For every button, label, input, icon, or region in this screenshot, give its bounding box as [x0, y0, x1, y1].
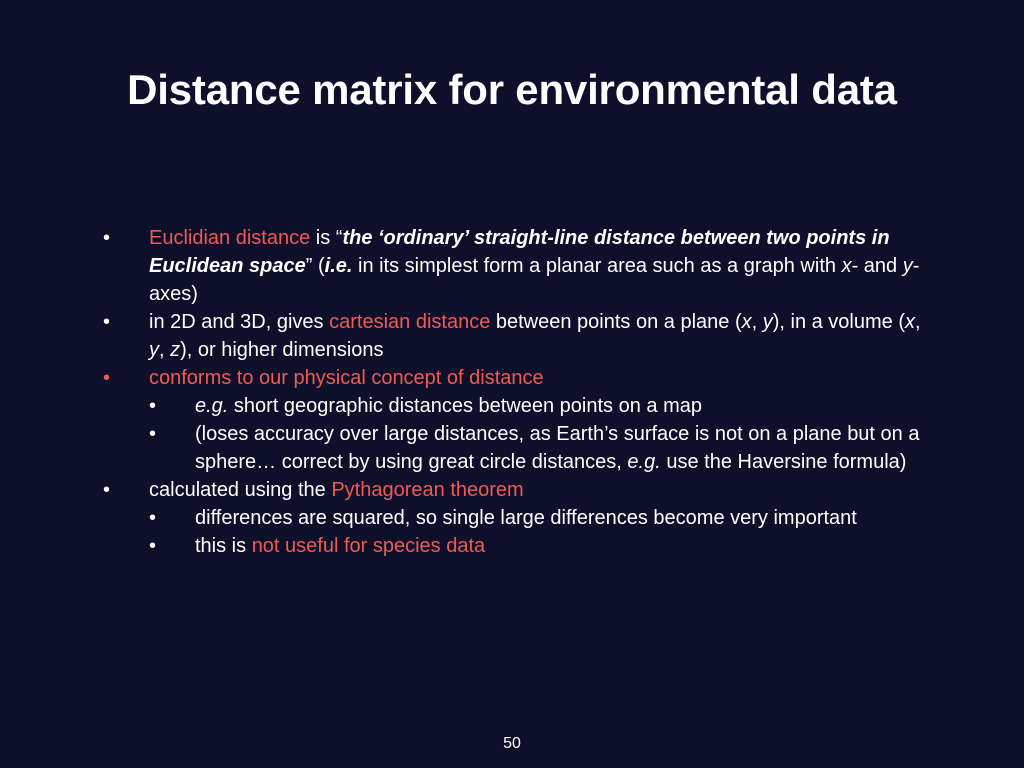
text-span: in its simplest form a planar area such as a graph with [352, 255, 842, 277]
subbullet-geographic [0, 392, 1024, 420]
quote-text: the ‘ordinary’ straight-line distance between two points in Euclidean space [149, 227, 890, 277]
italic-text: i.e. [324, 255, 353, 277]
bullet-euclidian-distance [0, 224, 1024, 308]
slide-title: Distance matrix for environmental data [127, 66, 897, 113]
bullet-marker: • [103, 367, 111, 389]
text-span: , [159, 339, 171, 361]
bullet-marker: • [149, 423, 157, 445]
bullet-text: differences are squared, so single large differences become very important [195, 507, 857, 529]
text-span: between points on a plane ( [490, 311, 742, 333]
italic-text: y [902, 255, 913, 277]
highlight-text: not useful for species data [251, 535, 486, 557]
bullet-text [195, 420, 925, 476]
subbullet-accuracy [0, 420, 1024, 476]
bullet-marker: • [103, 227, 111, 249]
italic-text: y [762, 311, 773, 333]
text-span: calculated using the [149, 479, 332, 501]
text-span: is “ [310, 227, 343, 249]
bullet-text [149, 308, 939, 364]
italic-text: e.g. [627, 451, 661, 473]
text-span: ), in a volume ( [772, 311, 905, 333]
bullet-physical-concept [0, 364, 1024, 392]
bullet-marker: • [149, 395, 157, 417]
page-number: 50 [503, 735, 521, 752]
text-span: - and [851, 255, 903, 277]
text-span: ” ( [305, 255, 325, 277]
bullet-text [195, 392, 925, 420]
text-span: -axes) [149, 255, 920, 305]
bullet-pythagorean [0, 476, 1024, 504]
bullet-cartesian-distance [0, 308, 1024, 364]
italic-text: z [170, 339, 181, 361]
text-span: short geographic distances between points on a map [228, 395, 702, 417]
text-span: ), or higher dimensions [180, 339, 384, 361]
bullet-text [149, 476, 939, 504]
text-span: this is [195, 535, 252, 557]
italic-text: e.g. [195, 395, 229, 417]
subbullet-squared [0, 504, 1024, 532]
italic-text: x [905, 311, 915, 333]
text-span: use the Haversine formula) [660, 451, 907, 473]
highlight-text: Pythagorean theorem [331, 479, 524, 501]
subbullet-species-data [0, 532, 1024, 560]
bullet-text [195, 532, 925, 560]
bullet-text: conforms to our physical concept of distance [149, 367, 544, 389]
highlight-text: cartesian distance [329, 311, 491, 333]
text-span: in 2D and 3D, gives [149, 311, 330, 333]
bullet-marker: • [103, 311, 111, 333]
slide-body [0, 224, 1024, 560]
highlight-text: Euclidian distance [149, 227, 311, 249]
italic-text: x [741, 311, 752, 333]
bullet-marker: • [149, 535, 157, 557]
bullet-text [149, 224, 939, 308]
italic-text: x [841, 255, 852, 277]
text-span: , [915, 311, 921, 333]
text-span: , [751, 311, 763, 333]
bullet-marker: • [149, 507, 157, 529]
italic-text: y [149, 339, 159, 361]
text-span: (loses accuracy over large distances, as Earth’s surface is not on a plane but on a sphere… correct by using great circle distances, [195, 423, 920, 473]
bullet-marker: • [103, 479, 111, 501]
